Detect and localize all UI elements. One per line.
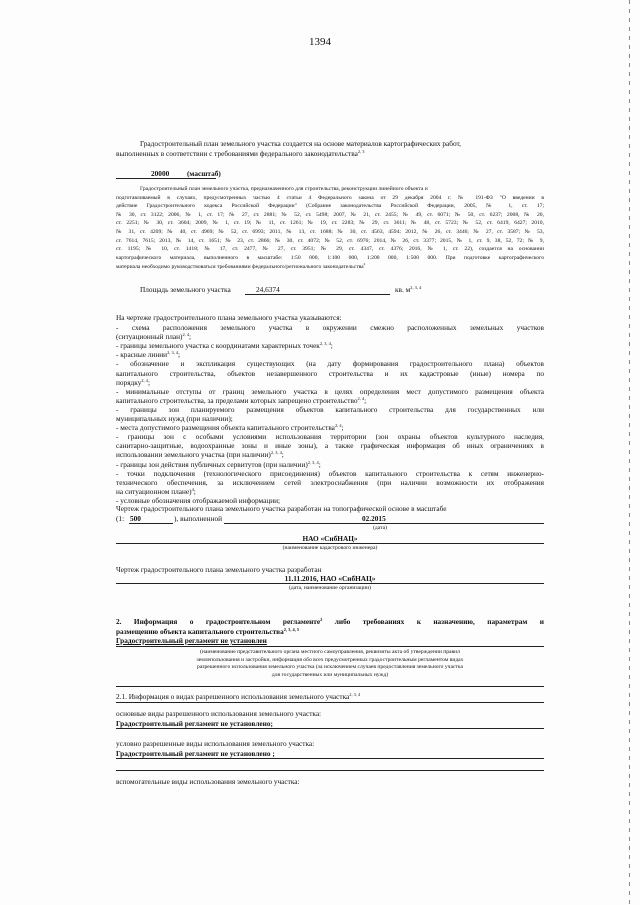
- drawing-list-item: (ситуационный план)$^{2, 4}$;: [116, 332, 192, 342]
- section2-value: Градостроительный регламент не установлен: [116, 636, 267, 645]
- section2-title-line1: [116, 618, 544, 625]
- topo-org-caption: (наименование кадастрового инженера): [282, 545, 378, 551]
- section2-title-tail: либо требованиях к назначению, параметрам и: [334, 617, 545, 626]
- intro-line-1: Градостроительный план земельного участка создается на основе материалов картографических работ,: [140, 139, 462, 148]
- small-note-line: ст. 2251; № 30, ст. 3604; 2009, № 1, ст. 19; № 11, ст. 1261; № 19, ст. 2283; № 29, ст. 3611; № 48, ст. 5723; № 52, ст. 6419, 6427; 2010,: [116, 220, 544, 227]
- section21-title: [116, 693, 360, 700]
- small-note-line: № 31, ст. 4209; № 40, ст. 4969; № 52, ст. 6993; 2011, № 13, ст. 1688; № 30, ст. 4563, 4594; 2012, № 26, ст. 3446; № 27, ст. 3587; № 53,: [116, 229, 544, 235]
- drawing-list-item-sup: 2, 4: [357, 395, 365, 401]
- main-uses-value: Градостроительный регламент не установлено;: [116, 719, 273, 728]
- section2-title-text: 2. Информация о градостроительном регламенте: [116, 617, 321, 626]
- small-note-sup: 4: [363, 262, 366, 267]
- topo-org: НАО «СибНАЦ»: [302, 534, 358, 543]
- section21-title-text: 2.1. Информация о видах разрешенного использования земельного участка: [116, 692, 350, 701]
- conditional-uses-underline: [116, 758, 544, 759]
- scale-underline: [116, 178, 216, 179]
- developed-underline: [116, 583, 544, 584]
- section2-caption-line: разрешенного использования земельного участка (за исключением случаев предоставления земельного участка: [196, 664, 464, 670]
- drawing-list-item: - минимальные отступы от границ земельного участка в целях определения мест допустимого размещения объекта: [116, 386, 544, 396]
- small-note-line: ст. 1195; № 10, ст. 1418; № 17, ст. 2477, № 27, ст. 3951; № 29, ст. 4347, ст. 4376; 2016, № 1, ст. 22), создается на основании: [116, 246, 544, 253]
- section21-title-sup: 2, 3, 4: [349, 692, 361, 697]
- developed-line: Чертеж градостроительного плана земельного участка разработан: [116, 565, 322, 574]
- section2-caption-line: для государственных или муниципальных нужд): [271, 671, 389, 678]
- drawing-list-item-sup: 4: [191, 486, 194, 492]
- section2-title-line2-text: размещению объекта капитального строительства: [116, 627, 284, 636]
- scale-value: 20000: [151, 169, 170, 178]
- topo-date-caption: (дата): [373, 525, 387, 531]
- drawing-list-item: использовании земельного участка (при наличии)$^{2, 3, 4}$;: [116, 450, 284, 460]
- area-label: Площадь земельного участка: [140, 285, 231, 294]
- topo-date-underline: [224, 523, 544, 524]
- drawing-list-item-sup: 2, 3, 4: [167, 350, 178, 356]
- small-note-line: подготавливаемый в случаях, предусмотренных частью 4 статьи 4 Федерального закона от 29 декабря 2004 г. № 191-ФЗ "О введении в: [116, 194, 544, 201]
- conditional-uses-label: условно разрешенные виды использования земельного участка:: [116, 739, 315, 748]
- drawing-list-item: - красные линии$^{2, 3, 4}$;: [116, 350, 181, 360]
- drawing-list-item: - условные обозначения отображаемой информации;: [116, 495, 281, 505]
- area-unit-sup: 2, 3, 4: [410, 285, 422, 290]
- main-uses-underline: [116, 728, 544, 729]
- drawing-list-item: санитарно-защитные, водоохранные зоны и иные зоны), а также графическая информация об иных ограничениях в: [116, 441, 544, 451]
- drawing-list-item: капитального строительства, за пределами которых запрещено строительство$^{2, 4}$;: [116, 395, 367, 405]
- drawing-list-item: - обозначение и экспликация существующих (на дату формирования градостроительного плана) объектов: [116, 359, 544, 369]
- developed-value: 11.11.2016, НАО «СибНАЦ»: [284, 574, 376, 583]
- drawing-list-item-sup: 2, 4: [334, 423, 342, 429]
- drawing-list-item-sup: 2, 4: [182, 332, 190, 338]
- topo-scale-underline: [129, 523, 173, 524]
- drawing-list-item: на ситуационном плане)$^4$;: [116, 486, 196, 496]
- drawing-list-item-sup: 2, 4: [141, 377, 148, 383]
- area-unit: [395, 286, 421, 293]
- conditional-uses-value: Градостроительный регламент не установлено ;: [116, 749, 275, 758]
- topo-scale: 500: [130, 514, 141, 523]
- drawing-list-item: - границы зон планируемого размещения объектов капитального строительства для государственных или: [116, 404, 544, 414]
- section2-title-sup2: 2, 3, 4, 5: [283, 627, 300, 632]
- small-note-line: картографического материала, выполненного в масштабе: 1:50 000, 1:100 000, 1:200 000, 1:500 000. При подготовке картографического: [116, 254, 544, 261]
- small-note-line: ст. 7614, 7615; 2013, № 14, ст. 1651; № 23, ст. 2866; № 30, ст. 4072; № 52, ст. 6976; 2014, № 26, ст. 3377; 2015, № 1, ст. 9, 38, 52, 72; № 9,: [116, 237, 544, 244]
- area-value: 24,6374: [256, 285, 280, 294]
- scan-edge: [629, 0, 630, 905]
- small-note-line: № 30, ст. 3122; 2006, № 1, ст. 17; № 27, ст. 2881; № 52, ст. 5498; 2007, № 21, ст. 2455; № 49, ст. 6071; № 50, ст. 6237; 2008, № 20,: [116, 211, 544, 218]
- intro-line-2-text: выполненных в соответствии с требованиями федерального законодательства: [116, 149, 358, 158]
- topo-line-1: Чертеж градостроительного плана земельного участка разработан на топографической основе в масштабе: [116, 504, 447, 513]
- topo-mid: ), выполненной: [174, 514, 223, 523]
- drawing-list-item: - границы земельного участка с координатами характерных точек$^{2, 3, 4}$;: [116, 341, 333, 351]
- drawing-list-item: - места допустимого размещения объекта капитального строительства$^{2, 4}$;: [116, 423, 344, 433]
- intro-line-2-sup: 2, 3: [357, 149, 365, 154]
- section21-title-rule: [116, 702, 544, 703]
- section21-top-rule: [116, 686, 544, 687]
- page-number: 1394: [309, 36, 331, 48]
- area-unit-text: кв. м: [395, 285, 411, 294]
- small-note-line: материала необходимо руководствоваться требованиями федерального/регионального законодательства$^4$: [116, 262, 366, 271]
- drawing-list-item: - точки подключения (технологического присоединения) объектов капитального строительства к сетям инженерно-: [116, 468, 544, 478]
- developed-caption: (дата, наименование организации): [289, 585, 371, 591]
- topo-prefix: (1:: [116, 514, 125, 523]
- topo-org-underline: [116, 543, 544, 544]
- drawing-list-item: капитального строительства, объектов незавершенного строительства и их кадастровые (иные) номера по: [116, 368, 544, 378]
- drawing-list-item-sup: 2, 3, 4: [319, 341, 331, 347]
- drawing-list-item: - схема расположения земельного участка в окружении смежно расположенных земельных участков: [116, 323, 544, 332]
- scale-label: (масштаб): [187, 169, 221, 178]
- drawing-list-item-sup: 2, 3, 4: [307, 459, 319, 465]
- section2-caption-line: (наименование представительного органа местного самоуправления, реквизиты акта об утверждении правил: [200, 649, 460, 655]
- drawing-list-item: технического обеспечения, за исключением сетей электроснабжения (при наличии возможности их отображения: [116, 477, 544, 487]
- intro-line-2: [116, 150, 364, 157]
- drawing-list-item: муниципальных нужд (при наличии);: [116, 414, 233, 423]
- small-note-line: Градостроительный план земельного участка, предназначенного для строительства, реконструкции линейного объекта и: [140, 186, 428, 192]
- section2-title-line2: [116, 628, 299, 635]
- section2-title-sup1: 2: [320, 617, 323, 622]
- separator-rule: [116, 770, 544, 771]
- main-uses-label: основные виды разрешенного использования земельного участка:: [116, 709, 322, 718]
- section2-caption-line: землепользования и застройки, информация обо всех предусмотренных градостроительным регламентом видах: [196, 656, 464, 663]
- small-note-line: действие Градостроительного кодекса Российской Федерации" (Собрание законодательства Российской Федерации, 2005, № 1, ст. 17;: [116, 203, 544, 210]
- auxiliary-uses-label: вспомогательные виды использования земельного участка:: [116, 777, 300, 786]
- topo-date: 02.2015: [362, 514, 386, 523]
- drawing-list-item-sup: 2, 3, 4: [270, 450, 282, 456]
- drawing-list-item: порядку$^{2, 4}$;: [116, 377, 150, 387]
- section2-underline: [116, 646, 544, 647]
- drawing-list-item: - границы зон с особыми условиями использования территории (зон охраны объектов культурного наследия,: [116, 432, 544, 442]
- area-underline: [245, 294, 390, 295]
- drawing-list-item: - границы зон действия публичных сервитутов (при наличии)$^{2, 3, 4}$;: [116, 459, 321, 469]
- drawing-list-title: На чертеже градостроительного плана земельного участка указываются:: [116, 313, 342, 322]
